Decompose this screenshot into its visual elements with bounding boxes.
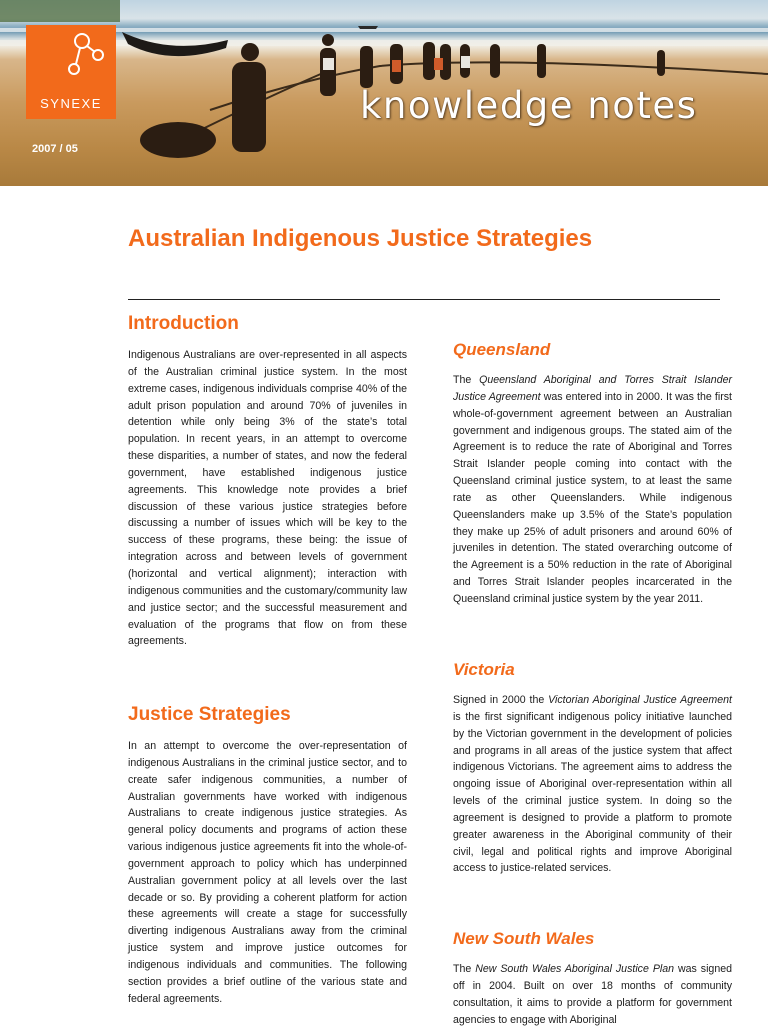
queensland-body: The Queensland Aboriginal and Torres Strait Islander Justice Agreement was entered into in 2000. It was the first whole-of-government agreement between an Australian government and indigenous groups. The stated aim of the Agreement is to reduce the rate of Aboriginal and Torres Strait Islander people coming into contact with the Queensland criminal justice system, to at least the same rate as other Queenslanders. While indigenous Queenslanders make up 3.5% of the State’s population they make up 25% of adult prisoners and around 60% of juveniles in detention. The stated overarching outcome of the Agreement is a 50% reduction in the rate of Aboriginal and Torres Strait Islander peoples incarcerated in the Queensland criminal justice system by the year 2011. [453,374,733,605]
nsw-plan-title: New South Wales Aboriginal Justice Plan [475,963,675,975]
nsw-body: The New South Wales Aboriginal Justice Plan was signed off in 2004. Built on over 18 months of community consultation, it aims to provide a platform for government agencies to engage with Aboriginal [453,963,733,1026]
nsw-heading: New South Wales [453,929,595,948]
header-banner [0,0,768,186]
series-title: knowledge notes [360,84,698,127]
justice-strategies-body: In an attempt to overcome the over-representation of indigenous Australians in the criminal justice sector, and to create safer indigenous communities, a number of Australian governments have worked with indigenous Australians to create indigenous justice strategies. As general policy documents and programs of action these various indigenous justice agreements fit into the whole-of-government approach to policy which has underpinned Australian government policy at all levels over the last decade or so. By providing a coherent platform for action these agreements will create a stage for successfully diverting indigenous Australians away from the criminal justice system and improve justice outcomes for indigenous individuals and communities. The following section provides a brief outline of the various state and federal agreements. [128,740,407,1005]
queensland-heading: Queensland [453,340,551,359]
document-title: Australian Indigenous Justice Strategies [128,225,593,252]
issue-number: 2007 / 05 [32,143,78,155]
victoria-agreement-title: Victorian Aboriginal Justice Agreement [548,694,732,706]
queensland-agreement-title: Queensland Aboriginal and Torres Strait Islander Justice Agreement [453,374,733,403]
introduction-body: Indigenous Australians are over-represented in all aspects of the Australian criminal justice system. In the most extreme cases, indigenous individuals comprise 40% of the adult prison population and around 70% of juveniles in detention while only being 3% of the state’s total population. In recent years, in an attempt to overcome these disparities, a number of states, and now the federal government, have established indigenous justice agreements. This knowledge note provides a brief discussion of these various justice strategies before discussing a number of issues which will be key to the success of these programs, these being: the issue of integration across and between levels of government (horizontal and vertical alignment); interaction with indigenous communities and the customary/community law and justice sector; and the successful measurement and evaluation of the programs that flow on from these agreements. [128,349,407,648]
victoria-body: Signed in 2000 the Victorian Aboriginal Justice Agreement is the first significant indigenous policy initiative launched by the Victorian government in the development of policies and programs in all areas of the justice system that affect indigenous Victorians. The agreement aims to address the ongoing issue of Aboriginal over-representation within all levels of the criminal justice system. In doing so the agreement is designed to provide a platform to promote greater awareness in the Aboriginal community of their civil, legal and political rights and improve Aboriginal access to justice-related services. [453,694,732,875]
victoria-heading: Victoria [453,660,515,679]
justice-strategies-heading: Justice Strategies [128,704,291,725]
title-divider [128,299,720,300]
connected-nodes-icon [26,25,116,95]
logo-text: SYNEXE [40,96,102,111]
introduction-heading: Introduction [128,313,239,334]
